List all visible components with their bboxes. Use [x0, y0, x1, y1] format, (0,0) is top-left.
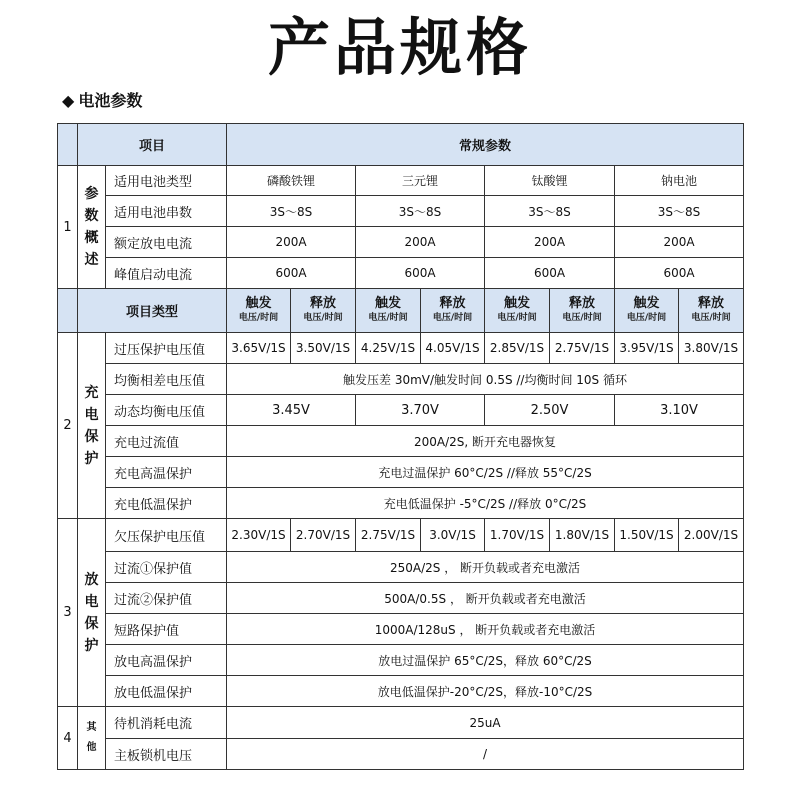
value-cell: 3.95V/1S: [615, 333, 679, 364]
value-cell: 3.70V: [356, 395, 485, 426]
value-cell: 200A: [356, 227, 485, 258]
row-label: 适用电池串数: [106, 196, 227, 227]
value-cell: 600A: [485, 258, 615, 289]
section-title: [62, 88, 142, 111]
group-number: 1: [58, 166, 78, 289]
table-row: [58, 196, 744, 227]
table-row: [58, 583, 744, 614]
row-label: 额定放电电流: [106, 227, 227, 258]
row-label: 待机消耗电流: [106, 707, 227, 739]
value-cell: 磷酸铁锂: [227, 166, 356, 196]
spec-table: [57, 123, 744, 770]
value-cell: 200A: [615, 227, 744, 258]
value-cell: 4.05V/1S: [421, 333, 485, 364]
value-cell: 3.45V: [227, 395, 356, 426]
group-number: 2: [58, 333, 78, 519]
value-cell: 3.65V/1S: [227, 333, 291, 364]
type-cell: 触发 电压/时间: [485, 289, 550, 333]
group-number: 3: [58, 519, 78, 707]
type-header-row: [58, 289, 744, 333]
value-cell: 放电过温保护 65°C/2S，释放 60°C/2S: [227, 645, 744, 676]
row-label: 充电高温保护: [106, 457, 227, 488]
value-cell: 3.50V/1S: [291, 333, 356, 364]
group-name-discharge: 放 电 保 护: [78, 519, 106, 707]
value-cell: 1.80V/1S: [550, 519, 615, 552]
value-cell: 600A: [356, 258, 485, 289]
value-cell: 250A/2S ， 断开负载或者充电激活: [227, 552, 744, 583]
value-cell: /: [227, 739, 744, 770]
table-row: [58, 258, 744, 289]
type-cell: 触发 电压/时间: [227, 289, 291, 333]
value-cell: 3S～8S: [356, 196, 485, 227]
row-label: 过流①保护值: [106, 552, 227, 583]
row-label: 过流②保护值: [106, 583, 227, 614]
value-cell: 1.70V/1S: [485, 519, 550, 552]
value-cell: 放电低温保护-20°C/2S，释放-10°C/2S: [227, 676, 744, 707]
table-row: [58, 488, 744, 519]
group-name-other: 其 他: [78, 707, 106, 770]
table-row: [58, 395, 744, 426]
row-label: 峰值启动电流: [106, 258, 227, 289]
value-cell: 500A/0.5S ， 断开负载或者充电激活: [227, 583, 744, 614]
group-name-charge: 充 电 保 护: [78, 333, 106, 519]
row-label: 主板锁机电压: [106, 739, 227, 770]
value-cell: 3S～8S: [615, 196, 744, 227]
row-label: 适用电池类型: [106, 166, 227, 196]
value-cell: 触发压差 30mV/触发时间 0.5S //均衡时间 10S 循环: [227, 364, 744, 395]
type-cell: 释放 电压/时间: [679, 289, 744, 333]
value-cell: 25uA: [227, 707, 744, 739]
table-header-row: [58, 124, 744, 166]
row-label: 过压保护电压值: [106, 333, 227, 364]
value-cell: 充电低温保护 -5°C/2S //释放 0°C/2S: [227, 488, 744, 519]
table-row: [58, 645, 744, 676]
row-label: 充电过流值: [106, 426, 227, 457]
diamond-bullet-icon: ◆: [62, 91, 75, 110]
table-row: [58, 739, 744, 770]
value-cell: 3S～8S: [485, 196, 615, 227]
value-cell: 4.25V/1S: [356, 333, 421, 364]
header-item: 项目: [78, 124, 227, 166]
type-cell: 释放 电压/时间: [291, 289, 356, 333]
value-cell: 200A: [227, 227, 356, 258]
type-cell: 触发 电压/时间: [356, 289, 421, 333]
group-name-overview: 参 数 概 述: [78, 166, 106, 289]
row-label: 放电低温保护: [106, 676, 227, 707]
value-cell: 1000A/128uS ， 断开负载或者充电激活: [227, 614, 744, 645]
header-corner-cell: [58, 124, 78, 166]
row-label: 充电低温保护: [106, 488, 227, 519]
table-row: [58, 707, 744, 739]
type-cell: 释放 电压/时间: [421, 289, 485, 333]
value-cell: 1.50V/1S: [615, 519, 679, 552]
type-header-corner: [58, 289, 78, 333]
table-row: [58, 426, 744, 457]
table-row: [58, 166, 744, 196]
value-cell: 600A: [615, 258, 744, 289]
type-cell: 释放 电压/时间: [550, 289, 615, 333]
table-row: [58, 676, 744, 707]
value-cell: 3.10V: [615, 395, 744, 426]
table-row: [58, 227, 744, 258]
type-header-label: 项目类型: [78, 289, 227, 333]
value-cell: 3S～8S: [227, 196, 356, 227]
value-cell: 2.75V/1S: [356, 519, 421, 552]
value-cell: 3.80V/1S: [679, 333, 744, 364]
table-row: [58, 457, 744, 488]
value-cell: 充电过温保护 60°C/2S //释放 55°C/2S: [227, 457, 744, 488]
value-cell: 2.30V/1S: [227, 519, 291, 552]
table-row: [58, 333, 744, 364]
row-label: 动态均衡电压值: [106, 395, 227, 426]
value-cell: 200A: [485, 227, 615, 258]
row-label: 均衡相差电压值: [106, 364, 227, 395]
table-row: [58, 552, 744, 583]
header-params: 常规参数: [227, 124, 744, 166]
table-row: [58, 519, 744, 552]
value-cell: 2.85V/1S: [485, 333, 550, 364]
value-cell: 200A/2S, 断开充电器恢复: [227, 426, 744, 457]
value-cell: 钠电池: [615, 166, 744, 196]
table-row: [58, 614, 744, 645]
row-label: 放电高温保护: [106, 645, 227, 676]
table-row: [58, 364, 744, 395]
row-label: 短路保护值: [106, 614, 227, 645]
value-cell: 3.0V/1S: [421, 519, 485, 552]
group-number: 4: [58, 707, 78, 770]
value-cell: 2.50V: [485, 395, 615, 426]
value-cell: 钛酸锂: [485, 166, 615, 196]
value-cell: 2.75V/1S: [550, 333, 615, 364]
type-cell: 触发 电压/时间: [615, 289, 679, 333]
section-title-text: 电池参数: [78, 91, 143, 110]
row-label: 欠压保护电压值: [106, 519, 227, 552]
value-cell: 600A: [227, 258, 356, 289]
value-cell: 2.00V/1S: [679, 519, 744, 552]
value-cell: 三元锂: [356, 166, 485, 196]
page-title: 产品规格: [267, 11, 532, 84]
value-cell: 2.70V/1S: [291, 519, 356, 552]
